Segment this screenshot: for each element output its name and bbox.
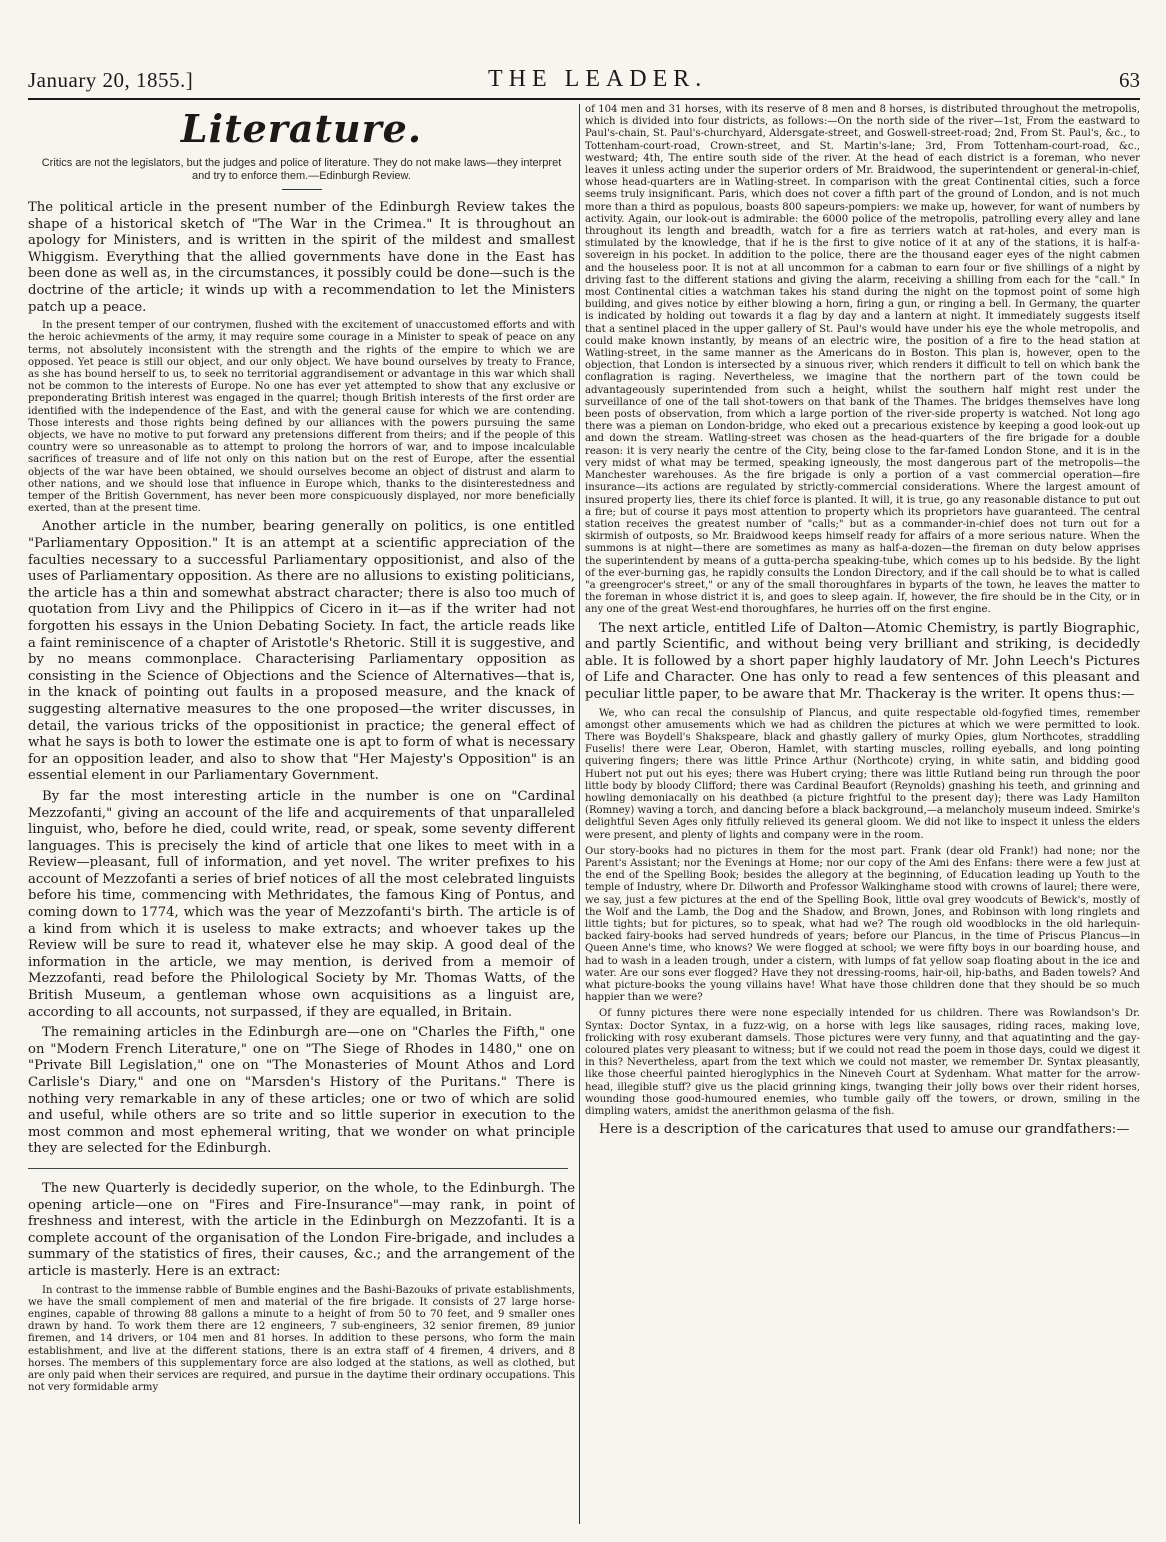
paragraph: The remaining articles in the Edinburgh are—one on "Charles the Fifth," one on "Modern French Literature," one on "The Siege of Rhodes in 1480," one on "Private Bill Legislation," one on "The Monasteries of Mount Athos and Lord Carlisle's Diary," and one on "Marsden's History of the Puritans." There is nothing very remarkable in any of these articles; one or two of which are solid and useful, while others are so trite and so little superior in execution to the most common and most ephemeral writing, that we wonder on what principle they are selected for the Edinburgh. (28, 1025, 575, 1157)
quoted-extract: Our story-books had no pictures in them for the most part. Frank (dear old Frank!) had none; nor the Parent's Assistant; nor the Evenings at Home; nor our copy of the Ami des Enfans: there were a few just at the end of the Spelling Book; besides the allegory at the beginning, of Education leading up Youth to the temple of Industry, where Dr. Dilworth and Professor Walkinghame stood with crowns of laurel; there were, we say, just a few pictures at the end of the Spelling Book, little oval grey woodcuts of Bewick's, mostly of the Wolf and the Lamb, the Dog and the Shadow, and Brown, Jones, and Robinson with long ringlets and little tights; but for pictures, so to speak, what had we? The rough old woodblocks in the old harlequin-backed fairy-books had served hundreds of years; before our Plancus, in the time of Priscus Plancus—in Queen Anne's time, who knows? We were flogged at school; we were fifty boys in our boarding house, and had to wash in a leaden trough, under a cistern, with lumps of fat yellow soap floating about in the ice and water. Are our sons ever flogged? Have they not dressing-rooms, hair-oil, hip-baths, and Baden towels? And what picture-books the young villains have! What have those children done that they should be so much happier than we were? (585, 845, 1140, 1004)
column-divider (579, 104, 580, 1524)
quoted-extract: of 104 men and 31 horses, with its reserve of 8 men and 8 horses, is distributed throughout the metropolis, which is divided into four districts, as follows:—On the north side of the river—1st, From the eastward to Paul's-chain, St. Paul's-churchyard, Aldersgate-street, and Goswell-street-road; 2nd, From St. Paul's, &c., to Tottenham-court-road, Crown-street, and St. Martin's-lane; 3rd, From Tottenham-court-road, &c., westward; 4th, The entire south side of the river. At the head of each district is a foreman, who never leaves it unless acting under the superior orders of Mr. Braidwood, the superintendent or general-in-chief, whose head-quarters are in Watling-street. In comparison with the great Continental cities, such a force seems truly insignificant. Paris, which does not cover a fifth part of the ground of London, and is not much more than a third as populous, boasts 800 sapeurs-pompiers: we make up, however, for want of numbers by activity. Again, our look-out is admirable: the 6000 police of the metropolis, patrolling every alley and lane throughout its length and breadth, watch for a fire as terriers watch at rat-holes, and every man is stimulated by the knowledge, that if he is the first to give notice of it at any of the stations, it is half-a-sovereign in his pocket. In addition to the police, there are the thousand eager eyes of the night cabmen and the houseless poor. It is not at all uncommon for a cabman to earn four or five shillings of a night by driving fast to the different stations and giving the alarm, receiving a shilling from each for the "call." In most Continental cities a watchman takes his stand during the night on the topmost point of some high building, and gives notice by either blowing a horn, firing a gun, or ringing a bell. In Germany, the quarter is indicated by holding out towards it a flag by day and a lantern at night. It immediately suggests itself that a sentinel placed in the upper gallery of St. Paul's would have under his eye the whole metropolis, and could make known instantly, by means of an electric wire, the position of a fire to the head station at Watling-street, in the same manner as the Americans do in Boston. This plan is, however, open to the objection, that London is intersected by a sinuous river, which renders it difficult to tell on which bank the conflagration is raging. Nevertheless, we imagine that the northern part of the town could be advantageously superintended from such a height, whilst the southern half might rest under the surveillance of one of the tall shot-towers on that bank of the Thames. The bridges themselves have long been posts of observation, from which a large portion of the river-side property is watched. Not long ago there was a pieman on London-bridge, who eked out a precarious existence by keeping a good look-out up and down the stream. Watling-street was chosen as the head-quarters of the fire brigade for a double reason: it is very nearly the centre of the City, being close to the far-famed London Stone, and it is in the very midst of what may be termed, speaking igneously, the most dangerous part of the metropolis—the Manchester warehouses. As the fire brigade is only a portion of a vast commercial operation—fire insurance—its actions are regulated by strictly-commercial considerations. Where the largest amount of insured property lies, there its chief force is planted. It will, it is true, go any reasonable distance to put out a fire; but of course it pays most attention to property which its proprietors have guaranteed. The central station receives the greatest number of "calls;" but as a commander-in-chief does not turn out for a skirmish of outposts, so Mr. Braidwood keeps himself ready for affairs of a more serious nature. When the summons is at night—there are sometimes as many as half-a-dozen—the fireman on duty below apprises the superintendent by means of a gutta-percha speaking-tube, which comes up to his bedside. By the light of the ever-burning gas, he rapidly consults the London Directory, and if the call should be to what is called "a greengrocer's street," or any of the small thoroughfares in byparts of the town, he leaves the matter to the foreman in whose district it is, and goes to sleep again. If, however, the fire should be in the City, or in any one of the great West-end thoroughfares, he hurries off on the first engine. (585, 104, 1140, 616)
newspaper-title: THE LEADER. (488, 66, 708, 92)
section-separator (28, 1168, 568, 1169)
quoted-extract: Of funny pictures there were none especially intended for us children. There was Rowlandson's Dr. Syntax: Doctor Syntax, in a fuzz-wig, on a horse with legs like sausages, riding races, making love, frolicking with rosy exuberant damsels. Those pictures were very funny, and that aquatinting and the gay-coloured plates very pleasant to witness; but if we could not read the poem in those days, could we digest it in this? Nevertheless, apart from the text which we could not master, we remember Dr. Syntax pleasantly, like those cheerful painted hieroglyphics in the Nineveh Court at Sydenham. What matter for the arrow-head, illegible stuff? give us the placid grinning kings, twanging their jolly bows over their rident horses, wounding those good-humoured enemies, who tumble gaily off the towers, or drown, smiling in the dimpling waters, amidst the anerithmon gelasma of the fish. (585, 1008, 1140, 1117)
page-number: 63 (1119, 68, 1140, 92)
quoted-extract: We, who can recal the consulship of Plancus, and quite respectable old-fogyfied times, remember amongst other amusements which we had as children the pictures at which we were permitted to look. There was Boydell's Shakspeare, black and ghastly gallery of murky Opies, glum Northcotes, straddling Fuselis! there were Lear, Oberon, Hamlet, with starting muscles, rolling eyeballs, and long pointing quivering fingers; there was little Prince Arthur (Northcote) crying, in white satin, and bidding good Hubert not put out his eyes; there was Hubert crying; there was little Rutland being run through the poor little body by bloody Clifford; there was Cardinal Beaufort (Reynolds) gnashing his teeth, and grinning and howling demoniacally on his deathbed (a picture frightful to the present day); there was Lady Hamilton (Romney) waving a torch, and dancing before a black background,—a melancholy museum indeed. Smirke's delightful Seven Ages only fitfully relieved its general gloom. We did not like to inspect it unless the elders were present, and plenty of lights and company were in the room. (585, 707, 1140, 841)
left-column (28, 104, 575, 1524)
paragraph: By far the most interesting article in the number is one on "Cardinal Mezzofanti," giving an account of the life and acquirements of that unparalleled linguist, who, before he died, could write, read, or speak, some seventy different languages. This is precisely the kind of article that one likes to meet with in a Review—pleasant, full of information, and yet novel. The writer prefixes to his account of Mezzofanti a series of brief notices of all the most celebrated linguists before his time, commencing with Methridates, the famous King of Pontus, and coming down to 1774, which was the year of Mezzofanti's birth. The article is of a kind from which it is useless to make extracts; and whoever takes up the Review will be sure to read it, whatever else he may skip. A good deal of the information in the article, we may mention, is derived from a memoir of Mezzofanti, read before the Philological Society by Mr. Thomas Watts, of the British Museum, a gentleman whose own acquisitions as a linguist are, according to all accounts, not surpassed, if they are equalled, in Britain. (28, 788, 575, 1020)
paragraph: Here is a description of the caricatures that used to amuse our grandfathers:— (599, 1122, 1130, 1138)
paragraph: Another article in the number, bearing generally on politics, is one entitled "Parliamentary Opposition." It is an attempt at a scientific appreciation of the faculties necessary to a successful Parliamentary oppositionist, and also of the uses of Parliamentary opposition. As there are no allusions to existing politicians, the article has a thin and somewhat abstract character; there is also too much of quotation from Livy and the Philippics of Cicero in it—as if the writer had not forgotten his essays in the Union Debating Society. In fact, the article reads like a faint reminiscence of a chapter of Aristotle's Rhetoric. Still it is suggestive, and by no means commonplace. Characterising Parliamentary opposition as consisting in the Science of Objections and the Science of Alternatives—that is, in the knack of pointing out faults in a proposed measure, and the knack of suggesting alternative measures to the one proposed—the writer discusses, in detail, the various tricks of the oppositionist in practice; the general effect of what he says is both to lower the estimate one is apt to form of what is necessary for an opposition leader, and also to show that "Her Majesty's Opposition" is an essential element in our Parliamentary Government. (28, 519, 575, 784)
paragraph: The political article in the present number of the Edinburgh Review takes the shape of a historical sketch of "The War in the Crimea." It is throughout an apology for Ministers, and is written in the spirit of the mildest and smallest Whiggism. Everything that the allied governments have done in the East has been done as well as, in the circumstances, it possibly could be done—such is the doctrine of the article; it winds up with a recommendation to let the Ministers patch up a peace. (28, 200, 575, 315)
paragraph: The new Quarterly is decidedly superior, on the whole, to the Edinburgh. The opening article—one on "Fires and Fire-Insurance"—may rank, in point of freshness and interest, with the article in the Edinburgh on Mezzofanti. It is a complete account of the organisation of the London Fire-brigade, and includes a summary of the statistics of fires, their causes, &c.; and the arrangement of the article is masterly. Here is an extract: (28, 1180, 575, 1279)
quoted-extract: In contrast to the immense rabble of Bumble engines and the Bashi-Bazouks of private establishments, we have the small complement of men and material of the fire brigade. It consists of 27 large horse-engines, capable of throwing 88 gallons a minute to a height of from 50 to 70 feet, and 9 smaller ones drawn by hand. To work them there are 12 engineers, 7 sub-engineers, 32 senior firemen, 89 junior firemen, and 14 drivers, or 104 men and 81 horses. In addition to these persons, who form the main establishment, and live at the different stations, there is an extra staff of 4 firemen, 4 drivers, and 8 horses. The members of this supplementary force are also lodged at the stations, as well as clothed, but are only paid when their services are required, and pursue in the daytime their ordinary occupations. This not very formidable army (28, 1284, 575, 1394)
issue-date: January 20, 1855.] (28, 68, 194, 92)
paragraph: The next article, entitled Life of Dalton—Atomic Chemistry, is partly Biographic, and partly Scientific, and without being very brilliant and striking, is decidedly able. It is followed by a short paper highly laudatory of Mr. John Leech's Pictures of Life and Character. One has only to read a few sentences of this pleasant and peculiar little paper, to be aware that Mr. Thackeray is the writer. It opens thus:— (585, 620, 1140, 702)
quoted-extract: In the present temper of our contrymen, flushed with the excitement of unaccustomed efforts and with the heroic achievments of the army, it may require some courage in a Minister to speak of peace on any terms, not absolutely inconsistent with the strength and the rights of the empire to which we are opposed. Yet peace is still our object, and our only object. We have bound ourselves by treaty to France, as she has bound herself to us, to seek no territorial aggrandisement or advantage in this war which shall not be common to the interests of Europe. No one has ever yet attempted to show that any exclusive or preponderating British interest was engaged in the quarrel; though British interests of the first order are identified with the independence of the East, and with the general cause for which we are contending. Those interests and those rights being defined by our alliances with the powers pursuing the same objects, we have no motive to put forward any pretensions different from theirs; and if the people of this country were so unreasonable as to attempt to prolong the horrors of war, and to impose incalculable sacrifices of treasure and of life not only on this nation but on the rest of Europe, after the essential objects of the war have been obtained, we should ourselves become an object of distrust and alarm to other nations, and we should lose that influence in Europe which, thanks to the disinterestedness and temper of the British Government, has never been more conspicuously displayed, nor more beneficially exerted, than at the present time. (28, 320, 575, 515)
motto-rule (282, 189, 322, 190)
section-heading: Literature. (180, 106, 423, 151)
section-motto: Critics are not the legislators, but the judges and police of literature. They do not make laws—they interpret and try to enforce them.—Edinburgh Review. (41, 157, 562, 182)
right-column (585, 104, 1140, 1524)
masthead (28, 64, 1140, 94)
masthead-rule (28, 98, 1140, 100)
